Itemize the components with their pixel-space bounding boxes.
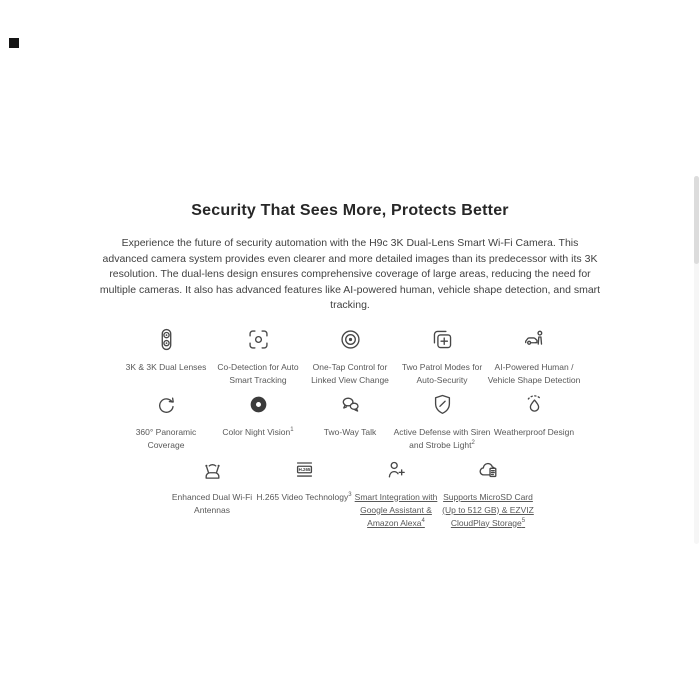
- feature-patrol-modes: [396, 327, 488, 387]
- two-way-talk-icon: [339, 392, 362, 418]
- feature-one-tap-control: [304, 327, 396, 387]
- feature-active-defense: [393, 392, 491, 452]
- feature-label: Co-Detection for Auto Smart Tracking: [217, 361, 299, 385]
- feature-two-way-talk: [304, 392, 396, 452]
- human-vehicle-icon: [523, 327, 546, 353]
- waterproof-drop-icon: [523, 392, 546, 418]
- feature-link-smart-integration[interactable]: Smart Integration with Google Assistant & Amazon Alexa$^4$: [354, 491, 438, 528]
- feature-label: Two-Way Talk: [323, 426, 377, 437]
- co-detection-frame-icon: [247, 327, 270, 353]
- feature-co-detection: [212, 327, 304, 387]
- feature-dual-lenses: [120, 327, 212, 387]
- feature-row-2: [0, 392, 700, 452]
- feature-label: AI-Powered Human / Vehicle Shape Detection: [487, 361, 581, 385]
- feature-label: 3K & 3K Dual Lenses: [125, 361, 207, 372]
- feature-storage: [442, 457, 534, 530]
- feature-link-storage[interactable]: Supports MicroSD Card (Up to 512 GB) & EZVIZ CloudPlay Storage$^5$: [442, 491, 534, 528]
- feature-label: Active Defense with Siren and Strobe Light$^2$: [393, 426, 491, 450]
- feature-color-night-vision: [212, 392, 304, 452]
- dual-lens-camera-icon: [155, 327, 178, 353]
- feature-label: Two Patrol Modes for Auto-Security: [401, 361, 483, 385]
- feature-row-1: [0, 327, 700, 387]
- feature-label: H.265 Video Technology$^3$: [256, 491, 352, 502]
- feature-ai-shape-detection: [488, 327, 580, 387]
- feature-smart-integration: [350, 457, 442, 530]
- scrollbar-thumb[interactable]: [694, 176, 699, 264]
- shield-defense-icon: [431, 392, 454, 418]
- patrol-modes-icon: [431, 327, 454, 353]
- cloud-storage-icon: [477, 457, 500, 483]
- night-vision-icon: [247, 392, 270, 418]
- feature-label: Enhanced Dual Wi-Fi Antennas: [171, 491, 253, 515]
- feature-label: 360° Panoramic Coverage: [135, 426, 197, 450]
- feature-label: Color Night Vision$^1$: [222, 426, 294, 437]
- feature-360-coverage: [120, 392, 212, 452]
- feature-h265: [258, 457, 350, 530]
- person-add-icon: [385, 457, 408, 483]
- feature-label: One-Tap Control for Linked View Change: [311, 361, 389, 385]
- pan-360-icon: [155, 392, 178, 418]
- wifi-antennas-icon: [201, 457, 224, 483]
- svg-text:H.265: H.265: [298, 467, 310, 473]
- feature-row-3: [0, 457, 700, 530]
- feature-label: Weatherproof Design: [493, 426, 575, 437]
- feature-weatherproof: [488, 392, 580, 452]
- scrollbar-track[interactable]: [694, 176, 699, 544]
- dark-square-artifact: [9, 38, 19, 48]
- one-tap-target-icon: [339, 327, 362, 353]
- intro-paragraph: Experience the future of security automation with the H9c 3K Dual-Lens Smart Wi-Fi Camera. This advanced camera system provides even clearer and more detailed images than its predecessor with its 3K resolution. The dual-lens design ensures comprehensive coverage of large areas, reducing the need for multiple cameras. It also has advanced features like AI-powered human, vehicle shape detection, and smart tracking.: [99, 237, 601, 311]
- feature-dual-wifi: [166, 457, 258, 530]
- page-title: Security That Sees More, Protects Better: [191, 202, 509, 219]
- h265-badge-icon: [293, 457, 316, 483]
